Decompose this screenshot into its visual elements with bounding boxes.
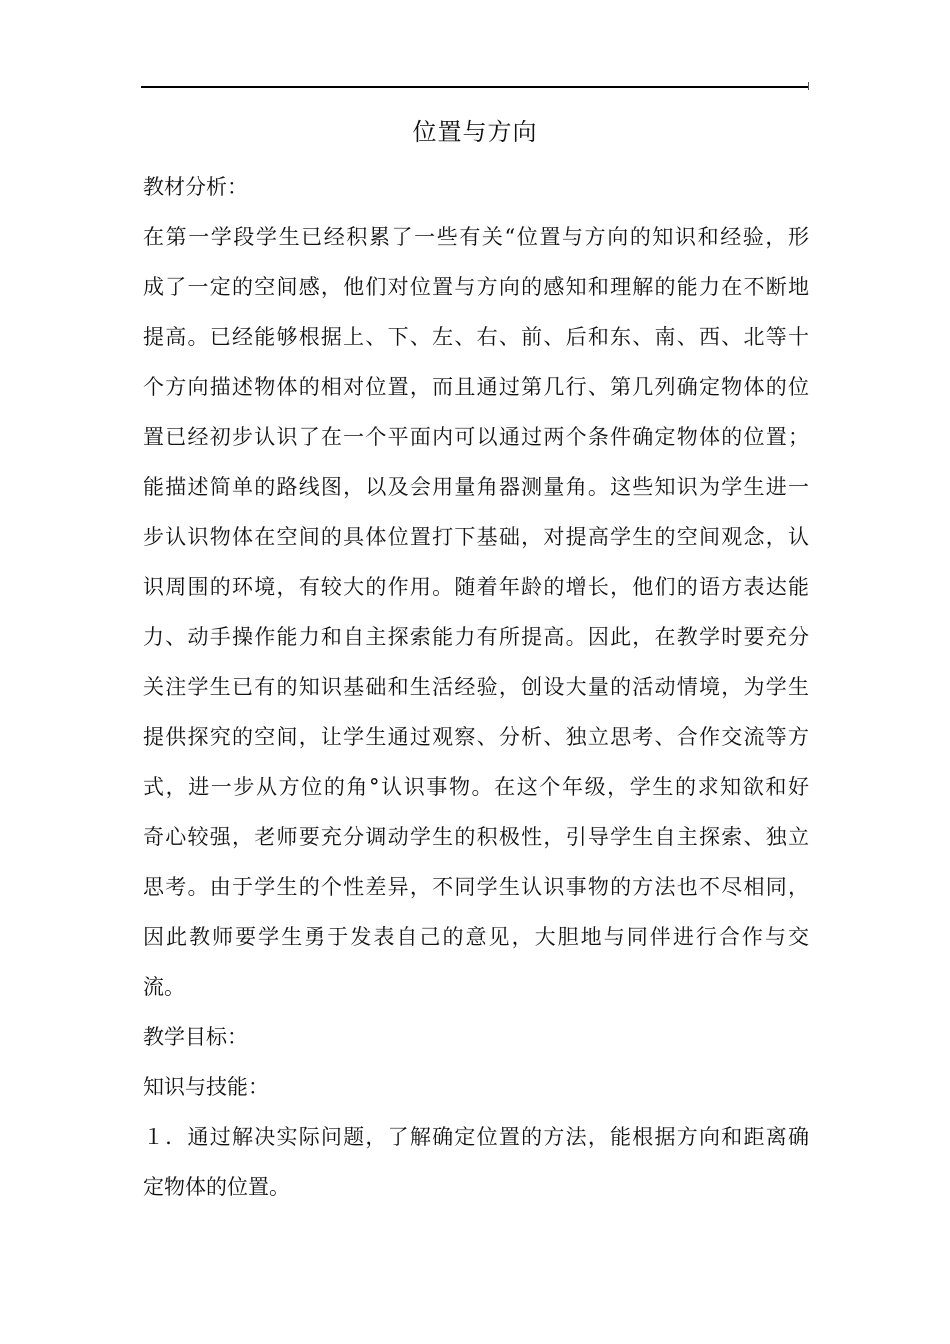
- analysis-line: 关注学生已有的知识基础和生活经验，创设大量的活动情境，为学生: [143, 675, 809, 699]
- header-rule-tick: [808, 82, 809, 90]
- analysis-line: 能描述简单的路线图，以及会用量角器测量角。这些知识为学生进一: [143, 475, 809, 499]
- analysis-line: 流。: [143, 975, 185, 999]
- analysis-line: 置已经初步认识了在一个平面内可以通过两个条件确定物体的位置；: [143, 425, 809, 449]
- analysis-line: 在第一学段学生已经积累了一些有关“位置与方向的知识和经验，形: [143, 225, 809, 249]
- goal-item-1-line: 定物体的位置。: [143, 1175, 290, 1199]
- heading-knowledge-skills: 知识与技能：: [143, 1075, 269, 1099]
- analysis-line: 成了一定的空间感，他们对位置与方向的感知和理解的能力在不断地: [143, 275, 809, 299]
- analysis-line: 因此教师要学生勇于发表自己的意见，大胆地与同伴进行合作与交: [143, 925, 809, 949]
- analysis-line: 思考。由于学生的个性差异，不同学生认识事物的方法也不尽相同，: [143, 875, 809, 899]
- analysis-line: 奇心较强，老师要充分调动学生的积极性，引导学生自主探索、独立: [143, 825, 809, 849]
- goal-item-1-line: １．通过解决实际问题，了解确定位置的方法，能根据方向和距离确: [143, 1125, 809, 1149]
- heading-textbook-analysis: 教材分析：: [143, 175, 248, 199]
- analysis-line: 识周围的环境，有较大的作用。随着年龄的增长，他们的语方表达能: [143, 575, 809, 599]
- heading-teaching-goals: 教学目标：: [143, 1025, 248, 1049]
- analysis-line: 提供探究的空间，让学生通过观察、分析、独立思考、合作交流等方: [143, 725, 809, 749]
- page-title: 位置与方向: [412, 118, 538, 146]
- analysis-line: 提高。已经能够根据上、下、左、右、前、后和东、南、西、北等十: [143, 325, 809, 349]
- analysis-line: 个方向描述物体的相对位置，而且通过第几行、第几列确定物体的位: [143, 375, 809, 399]
- analysis-line: 步认识物体在空间的具体位置打下基础，对提高学生的空间观念，认: [143, 525, 809, 549]
- analysis-line: 式，进一步从方位的角°认识事物。在这个年级，学生的求知欲和好: [143, 775, 809, 799]
- header-rule: [141, 86, 809, 88]
- analysis-line: 力、动手操作能力和自主探索能力有所提高。因此，在教学时要充分: [143, 625, 809, 649]
